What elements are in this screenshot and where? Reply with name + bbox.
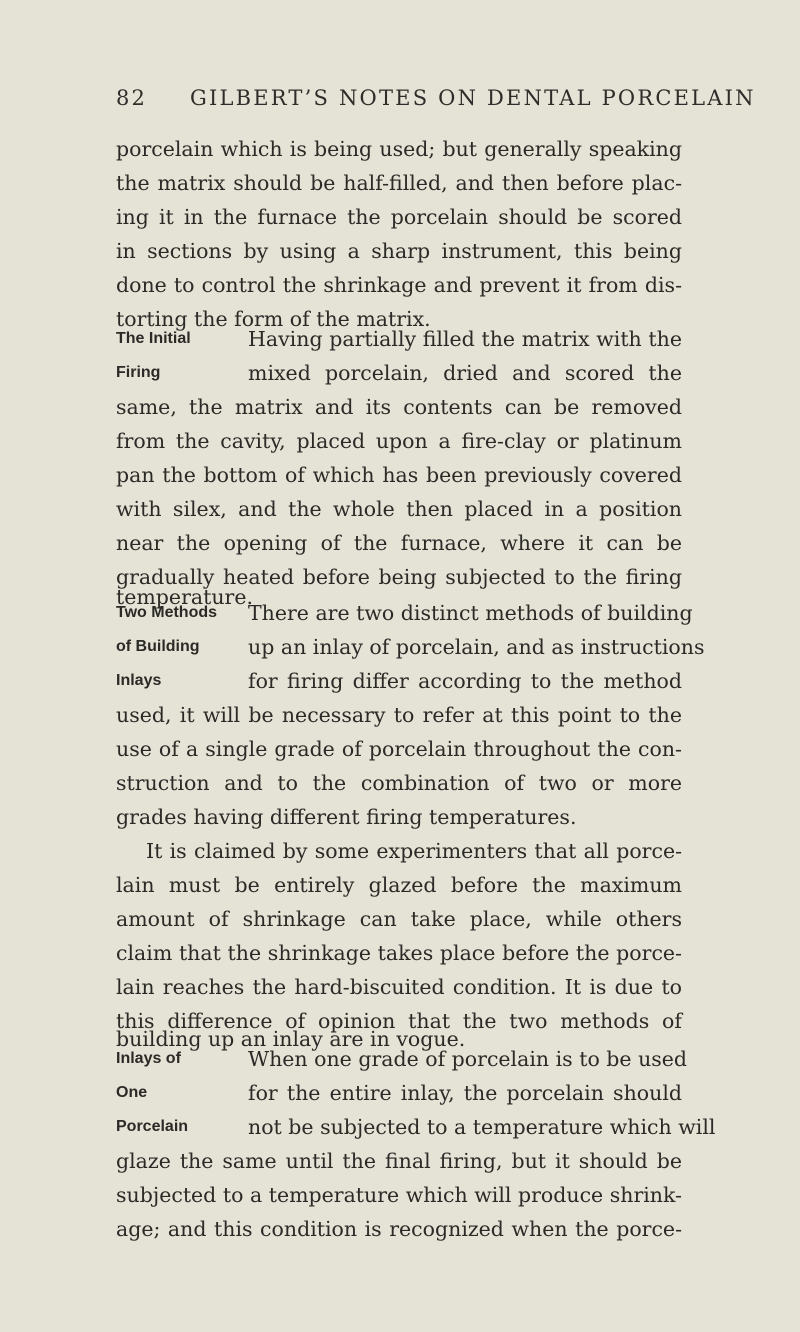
- text-line: struction and to the combination of two or more: [116, 771, 682, 795]
- text-line: the matrix should be half-filled, and then before plac-: [116, 171, 682, 195]
- text-line: in sections by using a sharp instrument, this being: [116, 239, 682, 263]
- sidenote-one-porcelain-1: Inlays of: [116, 1050, 181, 1067]
- text-line: It is claimed by some experimenters that all porce-: [146, 839, 682, 863]
- text-line: pan the bottom of which has been previously covered: [116, 463, 682, 487]
- text-line: grades having different firing temperatures.: [116, 805, 577, 829]
- sidenote-two-methods-1: Two Methods: [116, 604, 218, 621]
- text-line: building up an inlay are in vogue.: [116, 1027, 466, 1051]
- text-line: mixed porcelain, dried and scored the: [248, 361, 682, 385]
- text-line: with silex, and the whole then placed in a position: [116, 497, 682, 521]
- text-line: porcelain which is being used; but generally speaking: [116, 137, 682, 161]
- sidenote-initial-firing-2: Firing: [116, 364, 161, 381]
- page-number: 82: [116, 86, 148, 110]
- text-line: up an inlay of porcelain, and as instructions: [248, 635, 705, 659]
- text-line: glaze the same until the final firing, but it should be: [116, 1149, 682, 1173]
- text-line: There are two distinct methods of building: [248, 601, 693, 625]
- text-line: amount of shrinkage can take place, while others: [116, 907, 682, 931]
- text-line: ing it in the furnace the porcelain should be scored: [116, 205, 682, 229]
- text-line: same, the matrix and its contents can be removed: [116, 395, 682, 419]
- text-line: temperature.: [116, 585, 253, 609]
- text-line: use of a single grade of porcelain throughout the con-: [116, 737, 682, 761]
- text-line: done to control the shrinkage and prevent it from dis-: [116, 273, 682, 297]
- text-line: age; and this condition is recognized when the porce-: [116, 1217, 682, 1241]
- text-line: subjected to a temperature which will produce shrink-: [116, 1183, 682, 1207]
- text-line: When one grade of porcelain is to be used: [248, 1047, 688, 1071]
- text-line: for firing differ according to the method: [248, 669, 682, 693]
- sidenote-one-porcelain-2: One: [116, 1084, 148, 1101]
- text-line: not be subjected to a temperature which will: [248, 1115, 716, 1139]
- text-line: this difference of opinion that the two methods of: [116, 1009, 682, 1033]
- running-head: GILBERT’S NOTES ON DENTAL PORCELAIN: [190, 86, 756, 110]
- text-line: claim that the shrinkage takes place before the porce-: [116, 941, 682, 965]
- sidenote-one-porcelain-3: Porcelain: [116, 1118, 189, 1135]
- sidenote-two-methods-2: of Building: [116, 638, 200, 655]
- text-line: lain must be entirely glazed before the maximum: [116, 873, 682, 897]
- text-line: torting the form of the matrix.: [116, 307, 431, 331]
- sidenote-initial-firing-1: The Initial: [116, 330, 191, 347]
- text-line: from the cavity, placed upon a fire-clay or platinum: [116, 429, 682, 453]
- text-line: for the entire inlay, the porcelain should: [248, 1081, 682, 1105]
- text-line: near the opening of the furnace, where it can be: [116, 531, 682, 555]
- text-line: gradually heated before being subjected to the firing: [116, 565, 682, 589]
- text-line: lain reaches the hard-biscuited condition. It is due to: [116, 975, 682, 999]
- sidenote-two-methods-3: Inlays: [116, 672, 162, 689]
- page-header: [116, 86, 756, 120]
- text-line: used, it will be necessary to refer at this point to the: [116, 703, 682, 727]
- text-line: Having partially filled the matrix with the: [248, 327, 682, 351]
